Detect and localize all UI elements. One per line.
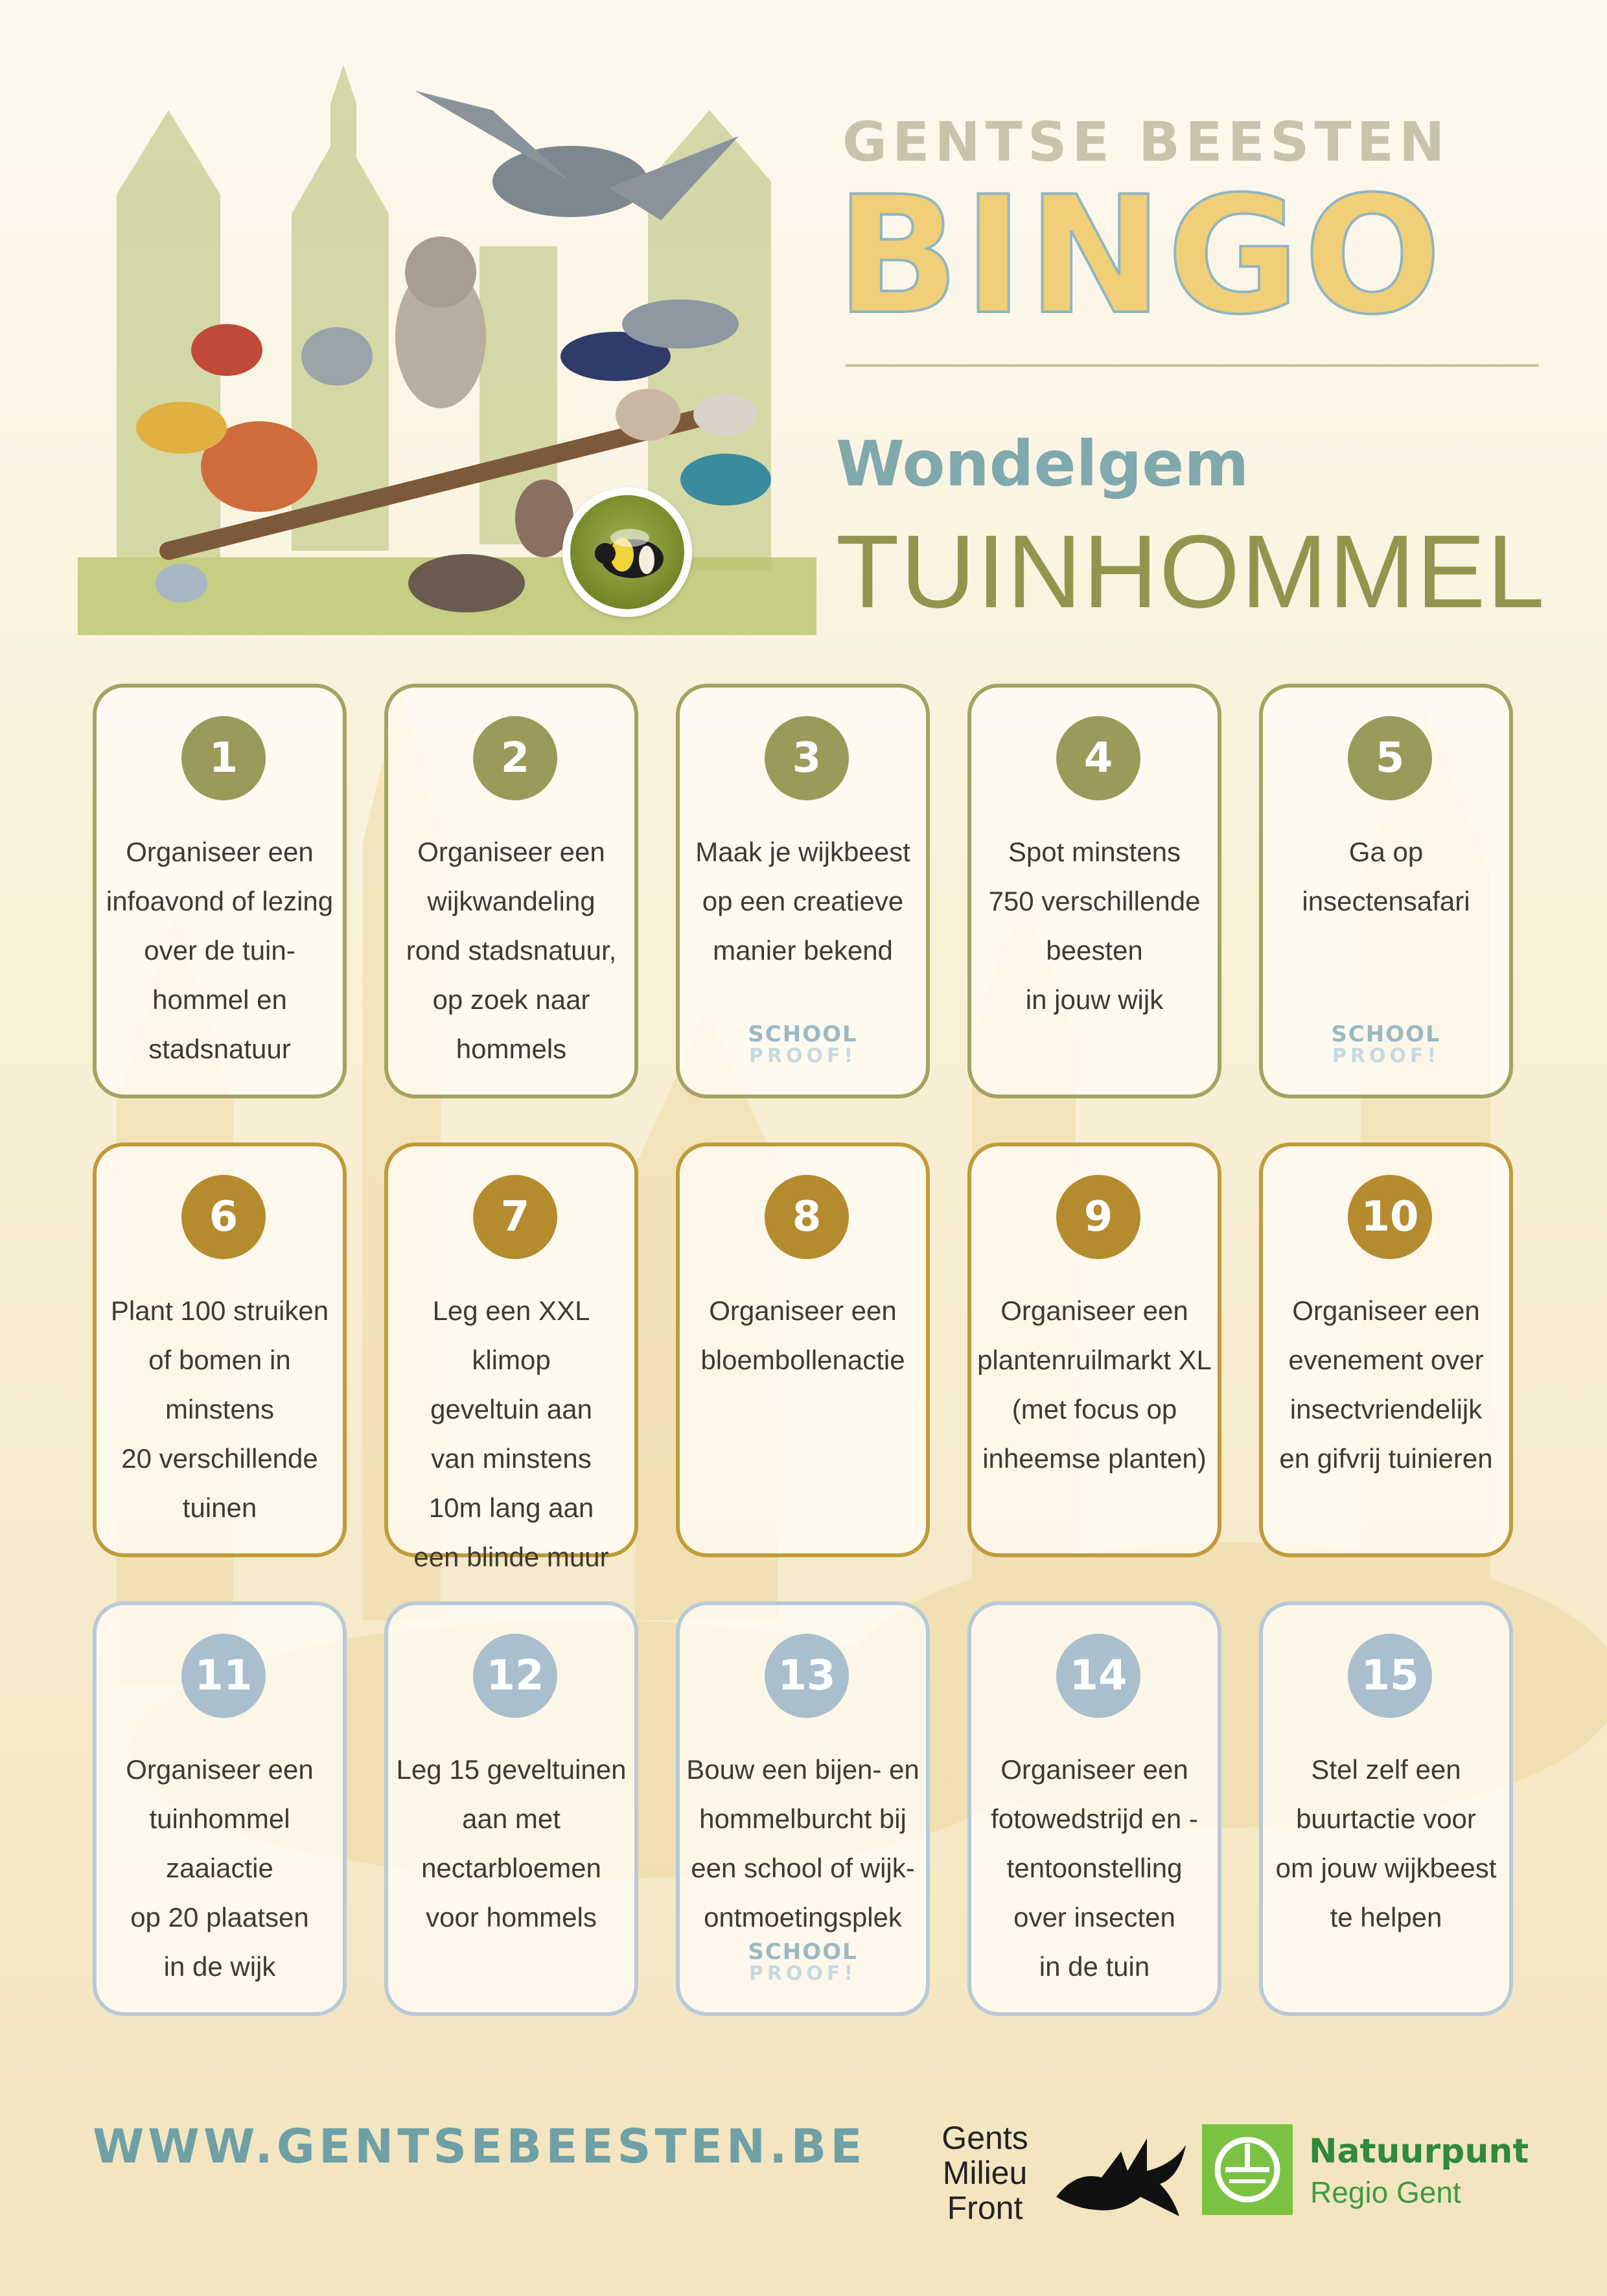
bumblebee-icon: [570, 495, 684, 609]
school-proof-line1: SCHOOL: [748, 1939, 858, 1965]
bingo-card-5: [1259, 684, 1513, 1098]
bingo-card-13: [676, 1601, 930, 2016]
card-number: 1: [181, 716, 266, 800]
card-number: 14: [1056, 1634, 1140, 1718]
school-proof-line2: PROOF!: [1332, 1045, 1440, 1067]
card-text-line: 10m lang aan: [428, 1492, 594, 1523]
card-text-line: aan met: [462, 1803, 561, 1834]
card-number: 10: [1348, 1175, 1432, 1259]
school-proof-line1: SCHOOL: [748, 1021, 858, 1047]
bingo-card-2: [384, 684, 638, 1098]
gmf-logo-text: [933, 2120, 1037, 2225]
bingo-card-7: [384, 1142, 638, 1572]
card-text-line: zaaiactie: [166, 1853, 273, 1883]
card-text-line: Organiseer een: [417, 837, 605, 867]
card-text-line: Organiseer een: [709, 1295, 897, 1326]
card-text-line: Organiseer een: [1292, 1295, 1480, 1326]
card-text-line: in de wijk: [163, 1951, 276, 1982]
bingo-grid: [93, 684, 1521, 2022]
bingo-card-1: [93, 684, 347, 1098]
card-text-line: beesten: [1046, 935, 1143, 966]
card-text: [392, 1745, 630, 1942]
card-text-line: evenement over: [1288, 1345, 1484, 1375]
card-number: 6: [181, 1175, 266, 1259]
area-name: Wondelgem: [836, 428, 1249, 500]
card-text-line: hommelburcht bij: [699, 1803, 907, 1834]
beast-name: TUINHOMMEL: [836, 513, 1546, 629]
card-number: 4: [1056, 716, 1140, 800]
card-number: 13: [765, 1634, 849, 1718]
bingo-card-14: [967, 1601, 1221, 2016]
card-text-line: hommel en: [152, 984, 287, 1015]
card-text-line: insectvriendelijk: [1289, 1394, 1483, 1424]
card-text-line: en gifvrij tuinieren: [1279, 1443, 1493, 1474]
bingo-card-11: [93, 1601, 347, 2016]
card-text-line: voor hommels: [426, 1902, 597, 1932]
card-text: [975, 1286, 1214, 1483]
card-text-line: of bomen in: [148, 1345, 291, 1375]
natuurpunt-name: Natuurpunt: [1309, 2132, 1529, 2171]
card-text-line: op zoek naar: [432, 984, 590, 1015]
card-text: [392, 828, 630, 1074]
skyline-illustration: [78, 52, 816, 635]
school-proof-line2: PROOF!: [748, 1045, 857, 1067]
card-text-line: rond stadsnatuur,: [406, 935, 617, 966]
card-text-line: een blinde muur: [413, 1542, 609, 1572]
card-text-line: op 20 plaatsen: [130, 1902, 309, 1932]
school-proof-badge: [738, 1941, 868, 1985]
card-text-line: te helpen: [1330, 1902, 1442, 1932]
card-text: [100, 1745, 339, 1991]
website-link[interactable]: WWW.GENTSEBEESTEN.BE: [93, 2119, 866, 2174]
card-text-line: 20 verschillende: [121, 1443, 318, 1474]
bingo-card-10: [1259, 1142, 1513, 1557]
card-number: 2: [473, 716, 557, 800]
card-text: [684, 828, 922, 975]
card-text-line: (met focus op: [1012, 1394, 1177, 1424]
bingo-card-4: [967, 684, 1221, 1098]
card-text: [1267, 1286, 1505, 1483]
natuurpunt-region: Regio Gent: [1310, 2175, 1461, 2209]
card-text-line: Organiseer een: [1000, 1295, 1188, 1326]
card-text-line: ontmoetingsplek: [704, 1902, 902, 1932]
card-text-line: tuinen: [182, 1492, 257, 1523]
natuurpunt-logo-icon: [1202, 2124, 1293, 2215]
card-text-line: infoavond of lezing: [106, 886, 334, 916]
card-text: [1267, 1745, 1505, 1942]
card-text-line: nectarbloemen: [421, 1853, 601, 1883]
card-text-line: geveltuin aan: [430, 1394, 592, 1424]
card-number: 3: [765, 716, 849, 800]
card-text-line: in jouw wijk: [1025, 984, 1164, 1015]
card-text-line: in de tuin: [1039, 1951, 1150, 1982]
dragon-logo-icon: [1050, 2126, 1192, 2223]
card-number: 8: [765, 1175, 849, 1259]
bingo-card-8: [676, 1142, 930, 1557]
card-text: [684, 1745, 922, 1942]
card-text: [975, 828, 1214, 1025]
gmf-line: Milieu: [942, 2155, 1028, 2191]
card-text: [392, 1286, 630, 1582]
card-text-line: wijkwandeling: [427, 886, 595, 916]
card-text-line: om jouw wijkbeest: [1275, 1853, 1497, 1883]
school-proof-badge: [1321, 1023, 1451, 1067]
card-text-line: Spot minstens: [1008, 837, 1181, 867]
school-proof-line1: SCHOOL: [1331, 1021, 1441, 1047]
card-text-line: fotowedstrijd en -: [991, 1803, 1198, 1834]
card-number: 11: [181, 1634, 266, 1718]
title-small: GENTSE BEESTEN: [842, 110, 1450, 174]
card-text-line: Maak je wijkbeest: [695, 837, 910, 867]
card-text-line: stadsnatuur: [148, 1034, 291, 1064]
card-number: 9: [1056, 1175, 1140, 1259]
card-text-line: Ga op: [1348, 837, 1424, 867]
school-proof-badge: [738, 1023, 868, 1067]
card-text-line: tuinhommel: [149, 1803, 290, 1834]
card-text-line: inheemse planten): [982, 1443, 1207, 1474]
card-text-line: tentoonstelling: [1006, 1853, 1183, 1883]
card-text-line: insectensafari: [1302, 886, 1470, 916]
card-text-line: 750 verschillende: [988, 886, 1201, 916]
card-text-line: plantenruilmarkt XL: [977, 1345, 1212, 1375]
card-text-line: buurtactie voor: [1296, 1803, 1476, 1834]
card-number: 15: [1348, 1634, 1432, 1718]
gmf-line: Gents: [942, 2120, 1028, 2156]
card-text-line: Stel zelf een: [1311, 1754, 1461, 1785]
card-number: 12: [473, 1634, 557, 1718]
bingo-card-6: [93, 1142, 347, 1557]
card-text: [684, 1286, 922, 1385]
school-proof-line2: PROOF!: [748, 1962, 857, 1985]
card-text-line: op een creatieve: [702, 886, 904, 916]
title-bingo: BINGO: [836, 161, 1446, 350]
card-text-line: Plant 100 struiken: [110, 1295, 329, 1326]
card-text: [100, 828, 339, 1074]
card-text: [100, 1286, 339, 1533]
card-text-line: over insecten: [1013, 1902, 1175, 1932]
gmf-line: Front: [947, 2190, 1023, 2226]
bingo-card-3: [676, 684, 930, 1098]
card-text-line: over de tuin-: [144, 935, 295, 966]
card-text-line: een school of wijk-: [691, 1853, 915, 1883]
card-text-line: bloembollenactie: [700, 1345, 905, 1375]
card-text-line: Leg een XXL klimop: [432, 1295, 590, 1375]
bumblebee-badge: [562, 487, 692, 617]
card-text-line: hommels: [456, 1034, 567, 1064]
card-text: [1267, 828, 1505, 926]
bingo-card-12: [384, 1601, 638, 2016]
card-number: 5: [1348, 716, 1432, 800]
title-divider: [846, 364, 1539, 367]
card-text-line: Leg 15 geveltuinen: [396, 1754, 627, 1785]
bingo-card-9: [967, 1142, 1221, 1557]
card-number: 7: [473, 1175, 557, 1259]
card-text-line: minstens: [165, 1394, 275, 1424]
bingo-card-15: [1259, 1601, 1513, 2016]
card-text-line: Bouw een bijen- en: [686, 1754, 919, 1785]
card-text-line: Organiseer een: [126, 1754, 314, 1785]
card-text: [975, 1745, 1214, 1991]
card-text-line: van minstens: [431, 1443, 592, 1474]
card-text-line: Organiseer een: [1000, 1754, 1188, 1785]
card-text-line: manier bekend: [713, 935, 893, 966]
card-text-line: Organiseer een: [126, 837, 314, 867]
